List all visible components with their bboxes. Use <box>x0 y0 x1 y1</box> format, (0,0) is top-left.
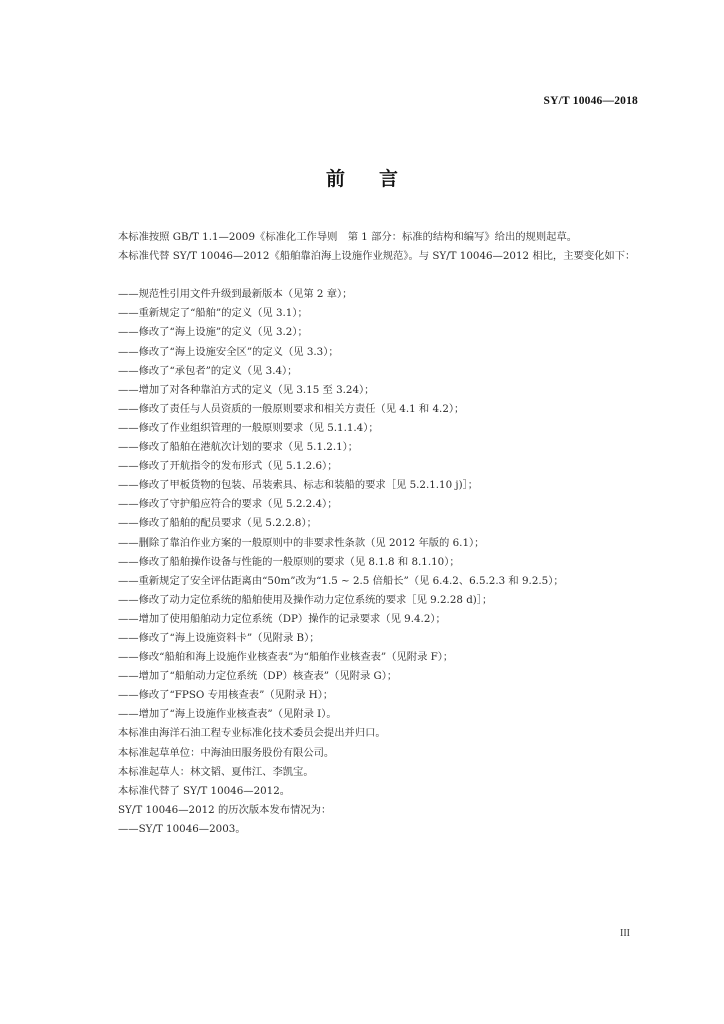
change-item: ——删除了靠泊作业方案的一般原则中的非要求性条款（见 2012 年版的 6.1）； <box>118 536 485 549</box>
change-item: ——修改了甲板货物的包装、吊装索具、标志和装船的要求［见 5.2.1.10 j)］； <box>118 479 479 492</box>
change-item: ——修改了动力定位系统的船舶使用及操作动力定位系统的要求［见 9.2.28 d)］； <box>118 593 493 606</box>
change-item: ——修改“船舶和海上设施作业核查表”为“船舶作业核查表”（见附录 F）； <box>118 651 454 664</box>
standard-number: SY/T 10046—2018 <box>543 95 638 107</box>
closing-section <box>118 724 638 839</box>
closing-line: 本标准起草单位：中海油田服务股份有限公司。 <box>118 746 335 759</box>
change-item: ——修改了开航指令的发布形式（见 5.1.2.6）； <box>118 460 338 473</box>
change-item: ——修改了“海上设施资料卡”（见附录 B）； <box>118 631 320 644</box>
page-number: III <box>620 928 630 939</box>
change-item: ——修改了船舶在港航次计划的要求（见 5.1.2.1）； <box>118 441 359 454</box>
closing-line: ——SY/T 10046—2003。 <box>118 822 246 835</box>
change-item: ——重新规定了安全评估距离由“50m”改为“1.5 ~ 2.5 倍船长”（见 6.4.2、6.5.2.3 和 9.2.5）； <box>118 574 564 587</box>
change-item: ——修改了“海上设施”的定义（见 3.2）； <box>118 326 308 339</box>
change-item: ——修改了作业组织管理的一般原则要求（见 5.1.1.4）； <box>118 421 379 434</box>
foreword-body <box>118 228 638 839</box>
closing-line: 本标准起草人：林文韬、夏伟江、李凯宝。 <box>118 765 314 778</box>
change-item: ——增加了使用船舶动力定位系统（DP）操作的记录要求（见 9.4.2）； <box>118 612 446 625</box>
change-item: ——修改了责任与人员资质的一般原则要求和相关方责任（见 4.1 和 4.2）； <box>118 402 465 415</box>
intro-paragraph-1: 本标准按照 GB/T 1.1—2009《标准化工作导则 第 1 部分：标准的结构和编写》给出的规则起草。 <box>118 231 578 243</box>
change-item: ——修改了“承包者”的定义（见 3.4）； <box>118 364 298 377</box>
change-item: ——增加了“船舶动力定位系统（DP）核查表”（见附录 G）； <box>118 670 398 683</box>
change-item: ——增加了对各种靠泊方式的定义（见 3.15 至 3.24）； <box>118 383 375 396</box>
changes-list <box>118 285 638 724</box>
closing-line: 本标准代替了 SY/T 10046—2012。 <box>118 784 291 797</box>
change-item: ——修改了“海上设施安全区”的定义（见 3.3）； <box>118 345 339 358</box>
intro-paragraph-2: 本标准代替 SY/T 10046—2012《船舶靠泊海上设施作业规范》。与 SY/T 10046—2012 相比，主要变化如下： <box>118 250 636 263</box>
closing-line: 本标准由海洋石油工程专业标准化技术委员会提出并归口。 <box>118 727 386 740</box>
change-item: ——规范性引用文件升级到最新版本（见第 2 章）； <box>118 288 353 301</box>
page-title: 前言 <box>325 168 432 190</box>
change-item: ——修改了“FPSO 专用核查表”（见附录 H）； <box>118 689 334 702</box>
change-item: ——修改了守护船应符合的要求（见 5.2.2.4）； <box>118 498 338 511</box>
closing-line: SY/T 10046—2012 的历次版本发布情况为： <box>118 803 332 816</box>
change-item: ——修改了船舶的配员要求（见 5.2.2.8）； <box>118 517 317 530</box>
change-item: ——重新规定了“船舶”的定义（见 3.1）； <box>118 307 308 320</box>
change-item: ——修改了船舶操作设备与性能的一般原则的要求（见 8.1.8 和 8.1.10）； <box>118 555 460 568</box>
change-item: ——增加了“海上设施作业核查表”（见附录 I）。 <box>118 708 337 721</box>
